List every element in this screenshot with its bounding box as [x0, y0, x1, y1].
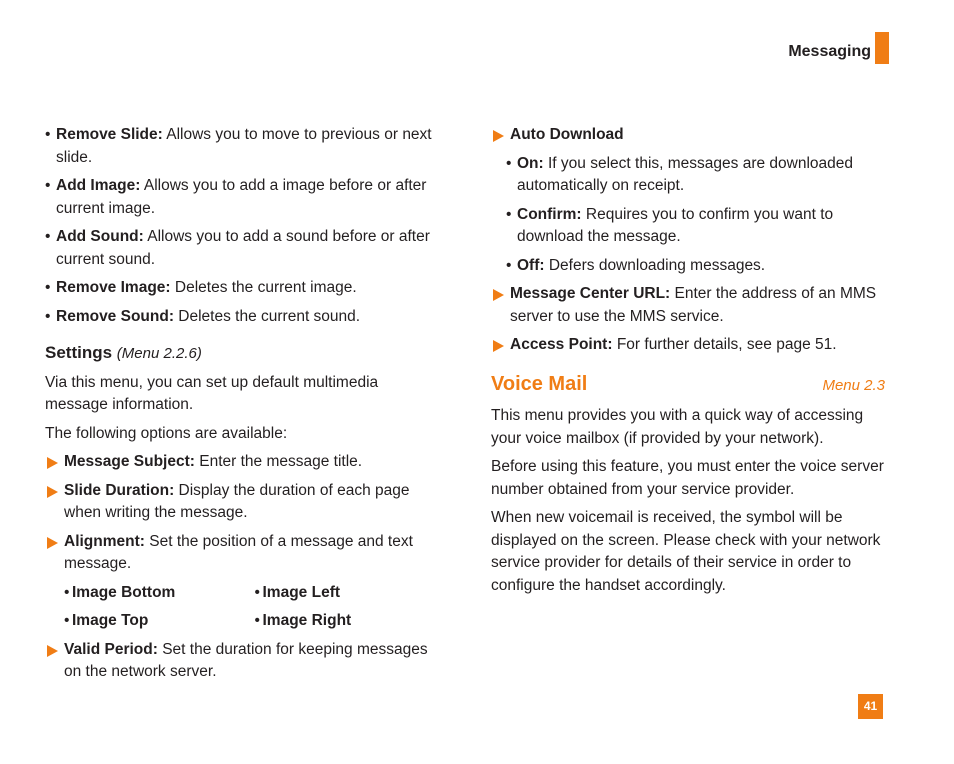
triangle-bullet-icon	[47, 486, 58, 498]
alignment-choices-row-1	[64, 582, 445, 605]
voice-mail-para-3: When new voicemail is received, the symbol will be displayed on the screen. Please check with your network service provider for details of their service in order to configure the handset accordingly.	[491, 509, 881, 594]
voice-mail-para-2: Before using this feature, you must enter the voice server number obtained from your service provider.	[491, 458, 884, 498]
term: On:	[517, 154, 544, 172]
triangle-bullet-icon	[493, 340, 504, 352]
desc: Set the position of a message and text message.	[64, 532, 413, 572]
term: Add Image:	[56, 177, 141, 194]
bullet-remove-image	[45, 277, 445, 300]
term: Confirm:	[517, 205, 582, 223]
option-slide-duration	[45, 480, 445, 525]
desc: For further details, see page 51.	[616, 336, 837, 353]
option-auto-download	[491, 124, 891, 147]
bullet-add-image	[45, 175, 445, 220]
triangle-bullet-icon	[47, 537, 58, 549]
desc: Defers downloading messages.	[548, 256, 766, 274]
bullet-remove-slide	[45, 124, 445, 169]
option-valid-period	[45, 639, 445, 684]
term: Add Sound:	[56, 228, 144, 245]
left-column	[45, 124, 445, 690]
term: Access Point:	[510, 336, 613, 353]
choice-image-left: • Image Left	[255, 582, 446, 605]
triangle-bullet-icon	[493, 289, 504, 301]
term: Message Center URL:	[510, 285, 671, 302]
settings-title: Settings	[45, 343, 113, 362]
right-column	[491, 124, 891, 603]
page-number: 41	[858, 694, 883, 719]
term: Remove Sound:	[56, 307, 174, 325]
triangle-bullet-icon	[493, 130, 504, 142]
term: Remove Slide:	[56, 126, 163, 143]
desc: Allows you to add a sound before or after current sound.	[56, 228, 430, 268]
triangle-bullet-icon	[47, 457, 58, 469]
term: Alignment:	[64, 532, 145, 550]
voice-mail-menu-ref: Menu 2.3	[822, 376, 885, 394]
bullet-remove-sound	[45, 306, 445, 329]
term: Valid Period:	[64, 640, 158, 658]
option-access-point	[491, 334, 891, 357]
options-intro: The following options are available:	[45, 424, 288, 442]
desc: Allows you to move to previous or next slide.	[56, 126, 432, 166]
settings-heading	[45, 342, 445, 366]
desc: Display the duration of each page when writing the message.	[64, 481, 410, 521]
choice-image-top: • Image Top	[64, 610, 255, 633]
desc: Enter the message title.	[199, 453, 363, 470]
choice-image-right: • Image Right	[255, 610, 446, 633]
term: Remove Image:	[56, 279, 171, 296]
option-alignment	[45, 531, 445, 576]
auto-download-confirm	[506, 204, 891, 249]
auto-download-off	[506, 255, 891, 278]
alignment-choices-row-2	[64, 610, 445, 633]
triangle-bullet-icon	[47, 645, 58, 657]
voice-mail-title: Voice Mail	[491, 372, 588, 395]
desc: Requires you to confirm you want to download the message.	[517, 205, 834, 245]
header-accent-bar	[875, 32, 889, 64]
settings-menu-ref: (Menu 2.2.6)	[116, 345, 202, 362]
auto-download-title: Auto Download	[510, 126, 624, 143]
section-header: Messaging	[788, 43, 871, 60]
option-message-center-url	[491, 283, 891, 328]
auto-download-on	[506, 153, 891, 198]
term: Slide Duration:	[64, 481, 175, 499]
desc: Deletes the current image.	[174, 279, 357, 296]
term: Off:	[517, 256, 545, 274]
bullet-add-sound	[45, 226, 445, 271]
choice-image-bottom: • Image Bottom	[64, 582, 255, 605]
term: Message Subject:	[64, 453, 195, 470]
desc: If you select this, messages are downloaded automatically on receipt.	[517, 154, 854, 194]
voice-mail-para-1: This menu provides you with a quick way of accessing your voice mailbox (if provided by your network).	[491, 407, 864, 447]
voice-mail-heading	[491, 373, 891, 398]
desc: Set the duration for keeping messages on the network server.	[64, 640, 428, 680]
option-message-subject	[45, 451, 445, 474]
desc: Deletes the current sound.	[178, 307, 361, 325]
desc: Allows you to add a image before or after current image.	[56, 177, 427, 217]
settings-intro: Via this menu, you can set up default multimedia message information.	[45, 373, 379, 413]
desc: Enter the address of an MMS server to use the MMS service.	[510, 285, 877, 325]
